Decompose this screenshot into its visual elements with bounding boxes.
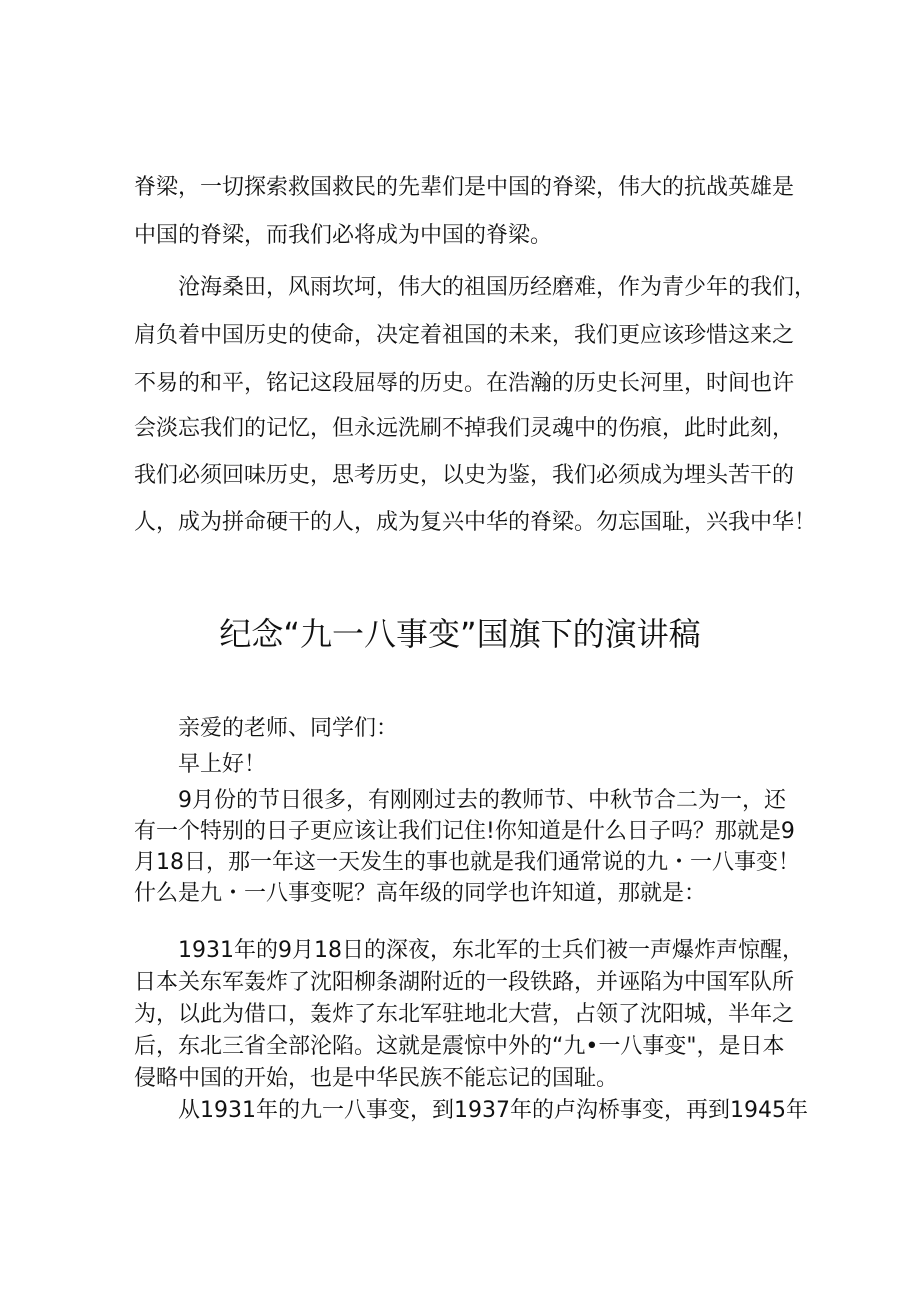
speech-line-6: 什么是九・一八事变呢？高年级的同学也许知道，那就是：: [134, 881, 707, 906]
speech-good-morning: 早上好！: [178, 752, 267, 777]
intro-line-8: 人，成为拼命硬干的人，成为复兴中华的脊梁。勿忘国耻，兴我中华！: [134, 510, 817, 535]
intro-line-2: 中国的脊梁，而我们必将成为中国的脊梁。: [134, 223, 553, 248]
intro-line-6: 会淡忘我们的记忆，但永远洗刷不掉我们灵魂中的伤痕，此时此刻，: [134, 416, 795, 441]
speech-line-8: 日本关东军轰炸了沈阳柳条湖附近的一段铁路，并诬陷为中国军队所: [134, 970, 795, 995]
speech-line-3: 9月份的节日很多，有刚刚过去的教师节、中秋节合二为一，还: [178, 788, 786, 813]
speech-line-10: 后，东北三省全部沦陷。这就是震惊中外的“九•一八事变"，是日本: [134, 1034, 785, 1059]
speech-line-12: 从1931年的九一八事变，到1937年的卢沟桥事变，再到1945年: [178, 1098, 808, 1123]
intro-line-5: 不易的和平，铭记这段屈辱的历史。在浩瀚的历史长河里，时间也许: [134, 371, 795, 396]
speech-title: 纪念“九一八事变”国旗下的演讲稿: [219, 615, 701, 653]
speech-line-11: 侵略中国的开始，也是中华民族不能忘记的国耻。: [134, 1066, 619, 1091]
speech-line-4: 有一个特别的日子更应该让我们记住!你知道是什么日子吗？那就是9: [134, 819, 795, 844]
intro-line-7: 我们必须回味历史，思考历史，以史为鉴，我们必须成为埋头苦干的: [134, 463, 795, 488]
intro-line-4: 肩负着中国历史的使命，决定着祖国的未来，我们更应该珍惜这来之: [134, 323, 795, 348]
intro-line-1: 脊梁，一切探索救国救民的先辈们是中国的脊梁，伟大的抗战英雄是: [134, 175, 795, 200]
speech-line-9: 为，以此为借口，轰炸了东北军驻地北大营，占领了沈阳城，半年之: [134, 1002, 795, 1027]
speech-line-7: 1931年的9月18日的深夜，东北军的士兵们被一声爆炸声惊醒，: [178, 938, 804, 963]
intro-line-3: 沧海桑田，风雨坎坷，伟大的祖国历经磨难，作为青少年的我们，: [178, 275, 817, 300]
speech-greeting: 亲爱的老师、同学们：: [178, 716, 399, 741]
speech-line-5: 月18日，那一年这一天发生的事也就是我们通常说的九・一八事变！: [134, 850, 800, 875]
